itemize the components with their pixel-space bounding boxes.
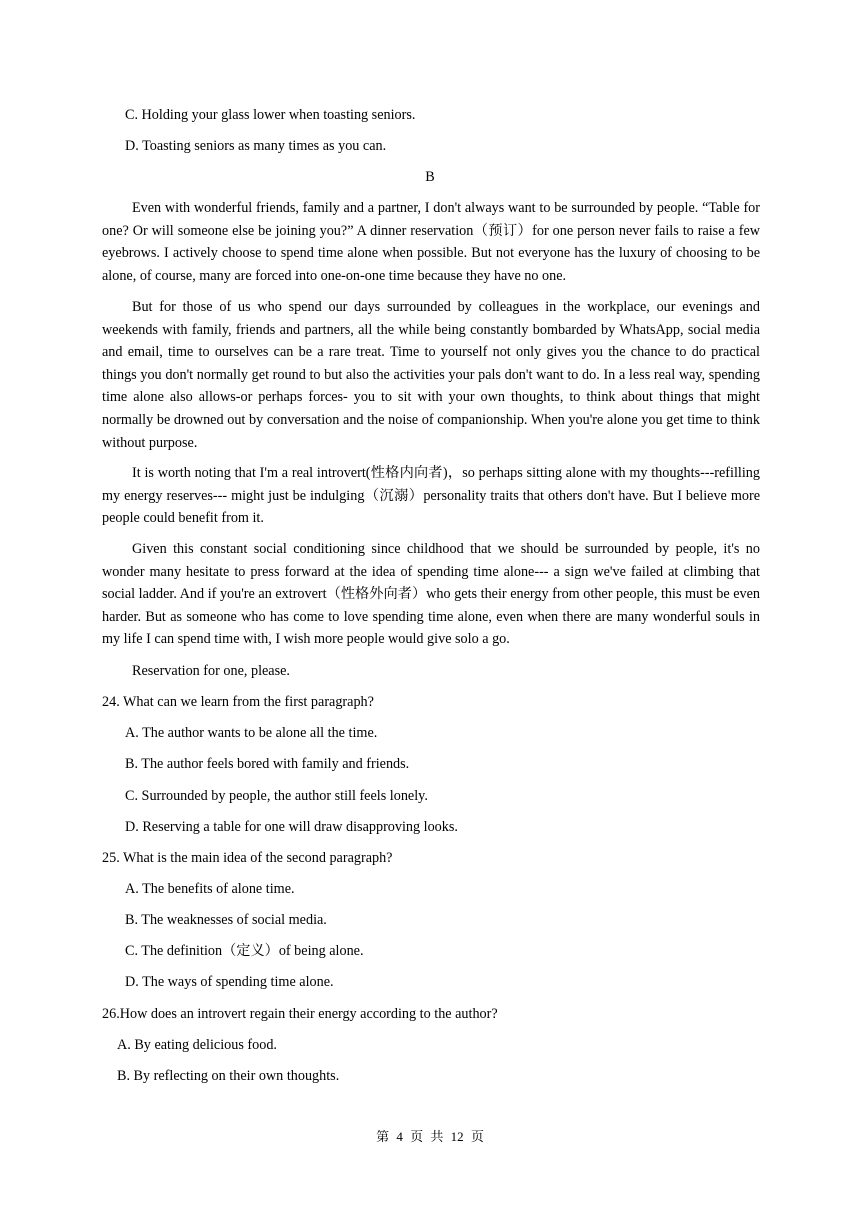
passage-paragraph-3: It is worth noting that I'm a real introvert(性格内向者)，so perhaps sitting alone with my thoughts---refilling my energy reserves--- might just be indulging（沉溺）personality traits that others don't have. But I believe more people could benefit from it. bbox=[102, 465, 760, 527]
question-24-stem: 24. What can we learn from the first paragraph? bbox=[102, 694, 374, 710]
question-26-stem: 26.How does an introvert regain their energy according to the author? bbox=[102, 1006, 498, 1022]
passage-paragraph-1: Even with wonderful friends, family and a partner, I don't always want to be surrounded by people. “Table for one? Or will someone else be joining you?” A dinner reservation（预订）for one person never fails to raise a few eyebrows. I actively choose to spend time alone when possible. But not everyone has the luxury of choosing to be alone, of course, many are forced into one-on-one time because they have no one. bbox=[102, 200, 760, 284]
question-24-option-a: A. The author wants to be alone all the time. bbox=[125, 725, 378, 741]
question-25-option-a: A. The benefits of alone time. bbox=[125, 881, 295, 897]
question-24-option-b: B. The author feels bored with family and friends. bbox=[125, 756, 410, 772]
question-25-option-b: B. The weaknesses of social media. bbox=[125, 912, 327, 928]
question-26-option-b: B. By reflecting on their own thoughts. bbox=[117, 1068, 340, 1084]
question-25-stem: 25. What is the main idea of the second paragraph? bbox=[102, 850, 393, 866]
prev-question-option-c: C. Holding your glass lower when toasting seniors. bbox=[125, 107, 416, 123]
section-label: B bbox=[425, 169, 435, 185]
passage-paragraph-5: Reservation for one, please. bbox=[132, 663, 290, 679]
question-25-option-d: D. The ways of spending time alone. bbox=[125, 974, 334, 990]
question-24-option-c: C. Surrounded by people, the author still feels lonely. bbox=[125, 788, 428, 804]
passage-paragraph-2: But for those of us who spend our days surrounded by colleagues in the workplace, our evenings and weekends with family, friends and partners, all the while being constantly bombarded by WhatsApp, social media and email, time to ourselves can be a rare treat. Time to yourself not only gives you the chance to do practical things you don't normally get round to but also the activities your pals don't want to do. In a less real way, spending time alone also allows-or perhaps forces- you to sit with your own thoughts, to think about things that might normally be drowned out by conversation and the noise of companionship. When you're alone you get time to think without purpose. bbox=[102, 299, 760, 451]
question-25-option-c: C. The definition（定义）of being alone. bbox=[125, 943, 364, 959]
question-24-option-d: D. Reserving a table for one will draw disapproving looks. bbox=[125, 819, 458, 835]
prev-question-option-d: D. Toasting seniors as many times as you can. bbox=[125, 138, 387, 154]
passage-paragraph-4: Given this constant social conditioning since childhood that we should be surrounded by people, it's no wonder many hesitate to press forward at the idea of spending time alone--- a sign we've failed at climbing that social ladder. And if you're an extrovert（性格外向者）who gets their energy from other people, this must be even harder. But as someone who has come to love spending time alone, even when there are many wonderful souls in my life I can spend time with, I wish more people would give solo a go. bbox=[102, 541, 760, 648]
question-26-option-a: A. By eating delicious food. bbox=[117, 1037, 277, 1053]
page-footer: 第 4 页 共 12 页 bbox=[376, 1129, 484, 1144]
